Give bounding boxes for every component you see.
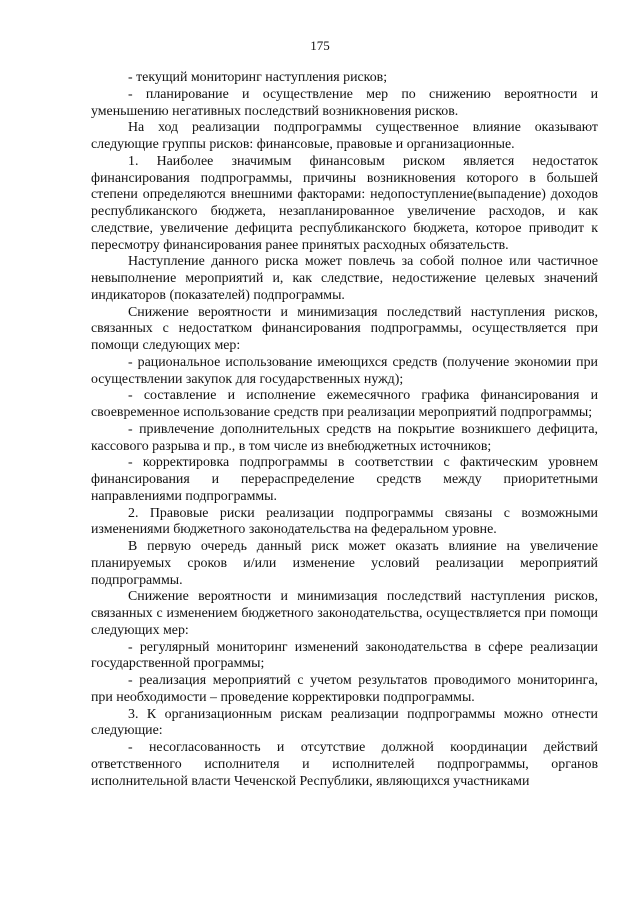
paragraph: - несогласованность и отсутствие должной координации действий ответственного исполнителя и исполнителей подпрограммы, органов исполнительной власти Чеченской Республики, являющихся участниками <box>91 740 598 789</box>
paragraph: Снижение вероятности и минимизация последствий наступления рисков, связанных с недостатком финансирования подпрограммы, осуществляется при помощи следующих мер: <box>91 304 598 353</box>
paragraph: - планирование и осуществление мер по снижению вероятности и уменьшению негативных последствий возникновения рисков. <box>91 86 598 119</box>
paragraph: Наступление данного риска может повлечь за собой полное или частичное невыполнение мероприятий и, как следствие, недостижение целевых значений индикаторов (показателей) подпрограммы. <box>91 254 598 303</box>
paragraph: 3. К организационным рискам реализации подпрограммы можно отнести следующие: <box>91 706 598 739</box>
paragraph: - реализация мероприятий с учетом результатов проводимого мониторинга, при необходимости – проведение корректировки подпрограммы. <box>91 673 598 705</box>
paragraph: На ход реализации подпрограммы существенное влияние оказывают следующие группы рисков: финансовые, правовые и организационные. <box>91 120 598 152</box>
body-text <box>91 70 598 790</box>
paragraph: В первую очередь данный риск может оказать влияние на увеличение планируемых сроков и/или изменение условий реализации мероприятий подпрограммы. <box>91 539 598 588</box>
paragraph: - составление и исполнение ежемесячного графика финансирования и своевременное использование средств при реализации мероприятий подпрограммы; <box>91 388 598 420</box>
paragraph: Снижение вероятности и минимизация последствий наступления рисков, связанных с изменением бюджетного законодательства, осуществляется при помощи следующих мер: <box>91 589 598 638</box>
paragraph: 2. Правовые риски реализации подпрограммы связаны с возможными изменениями бюджетного законодательства на федеральном уровне. <box>91 505 598 538</box>
paragraph: - текущий мониторинг наступления рисков; <box>128 70 388 85</box>
page-number: 175 <box>310 38 330 53</box>
paragraph: - регулярный мониторинг изменений законодательства в сфере реализации государственной программы; <box>91 639 598 672</box>
paragraph: - рациональное использование имеющихся средств (получение экономии при осуществлении закупок для государственных нужд); <box>91 354 598 387</box>
paragraph: - корректировка подпрограммы в соответствии с фактическим уровнем финансирования и перераспределение средств между приоритетными направлениями подпрограммы. <box>91 455 598 504</box>
paragraph: - привлечение дополнительных средств на покрытие возникшего дефицита, кассового разрыва и пр., в том числе из внебюджетных источников; <box>91 421 598 454</box>
paragraph: 1. Наиболее значимым финансовым риском является недостаток финансирования подпрограммы, причины возникновения которого в большей степени определяются внешними факторами: недопоступление(выпадение) доходов республиканского бюджета, незапланированное увеличение расходов, и как следствие, увеличение дефицита республиканского бюджета, которое приводит к пересмотру финансирования ранее принятых расходных обязательств. <box>91 153 598 253</box>
